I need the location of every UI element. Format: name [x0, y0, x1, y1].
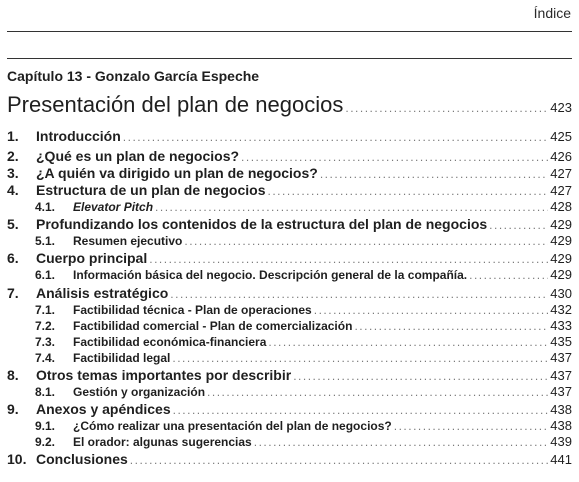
toc-entry-title: Gestión y organización [73, 385, 206, 399]
running-header: Índice [533, 5, 571, 21]
dot-leader [314, 303, 549, 317]
toc-entry-number: 4.1. [35, 200, 56, 214]
toc-entry-title: Factibilidad comercial - Plan de comercialización [73, 319, 353, 333]
dot-leader [172, 351, 548, 365]
toc-entry[interactable] [7, 334, 572, 349]
toc-entry-number: 6. [7, 250, 19, 266]
dot-leader [241, 150, 548, 164]
toc-entry-number: 7.2. [35, 319, 56, 333]
toc-entry-number: 9.1. [35, 419, 56, 433]
header-rule-bottom [7, 58, 572, 59]
header-rule-top [7, 31, 572, 32]
toc-entry[interactable] [7, 350, 572, 365]
toc-entry-title: ¿A quién va dirigido un plan de negocios? [36, 165, 318, 181]
toc-entry-page-number: 441 [550, 452, 572, 467]
toc-entry-title: Profundizando los contenidos de la estructura del plan de negocios [36, 216, 488, 232]
toc-entry-number: 7.4. [35, 351, 56, 365]
toc-entry-number: 9. [7, 401, 19, 417]
toc-entry-page-number: 426 [550, 149, 572, 164]
toc-entry-page-number: 438 [550, 418, 572, 433]
toc-entry-title: Elevator Pitch [73, 200, 154, 214]
toc-entry-page-number: 439 [550, 434, 572, 449]
toc-entry-number: 4. [7, 182, 19, 198]
toc-entry[interactable] [7, 285, 572, 301]
toc-entry[interactable] [7, 216, 572, 232]
toc-entry-title: Factibilidad legal [73, 351, 171, 365]
toc-entry[interactable] [7, 128, 572, 144]
dot-leader [123, 130, 549, 144]
toc-entry[interactable] [7, 384, 572, 399]
toc-entry-number: 9.2. [35, 435, 56, 449]
toc-entry-title: Información básica del negocio. Descripción general de la compañía. [73, 268, 468, 282]
toc-entry[interactable] [7, 367, 572, 383]
toc-entry-page-number: 430 [550, 286, 572, 301]
toc-entry-number: 5. [7, 216, 19, 232]
chapter-page-number: 423 [550, 100, 572, 115]
toc-entry[interactable] [7, 434, 572, 449]
toc-entry-page-number: 437 [550, 350, 572, 365]
toc-entry-page-number: 425 [550, 129, 572, 144]
toc-entry-title: Factibilidad económica-financiera [73, 335, 267, 349]
toc-entry-page-number: 437 [550, 384, 572, 399]
dot-leader [173, 403, 549, 417]
toc-entry-title: ¿Cómo realizar una presentación del plan de negocios? [73, 419, 392, 433]
toc-entry[interactable] [7, 418, 572, 433]
dot-leader [469, 268, 548, 282]
toc-entry[interactable] [7, 148, 572, 164]
toc-entry-title: Otros temas importantes por describir [36, 367, 292, 383]
toc-entry-number: 3. [7, 165, 19, 181]
toc-entry[interactable] [7, 451, 572, 467]
toc-entry[interactable] [7, 199, 572, 214]
toc-entry-page-number: 429 [550, 233, 572, 248]
toc-entry-number: 7.1. [35, 303, 56, 317]
toc-entry-title: Análisis estratégico [36, 285, 169, 301]
dot-leader [489, 218, 548, 232]
dot-leader [170, 287, 548, 301]
toc-entry-title: ¿Qué es un plan de negocios? [36, 148, 240, 164]
dot-leader [130, 453, 549, 467]
toc-entry-page-number: 437 [550, 368, 572, 383]
dot-leader [293, 369, 548, 383]
dot-leader [149, 252, 548, 266]
dot-leader [354, 319, 548, 333]
toc-entry-page-number: 429 [550, 251, 572, 266]
chapter-label: Capítulo 13 - Gonzalo García Espeche [7, 68, 260, 84]
toc-entry[interactable] [7, 267, 572, 282]
toc-entry-page-number: 429 [550, 217, 572, 232]
toc-entry-number: 8.1. [35, 385, 56, 399]
toc-entry-page-number: 427 [550, 166, 572, 181]
toc-entry-number: 10. [7, 451, 27, 467]
toc-entry[interactable] [7, 182, 572, 198]
toc-entry-page-number: 428 [550, 199, 572, 214]
toc-entry[interactable] [7, 165, 572, 181]
toc-entry-page-number: 435 [550, 334, 572, 349]
toc-entry[interactable] [7, 318, 572, 333]
dot-leader [345, 101, 548, 115]
toc-entry-number: 7.3. [35, 335, 56, 349]
dot-leader [320, 167, 548, 181]
toc-entry-page-number: 429 [550, 267, 572, 282]
toc-entry-title: El orador: algunas sugerencias [73, 435, 252, 449]
dot-leader [155, 200, 548, 214]
toc-entry[interactable] [7, 233, 572, 248]
toc-entry-number: 7. [7, 285, 19, 301]
toc-entry[interactable] [7, 302, 572, 317]
toc-entry-title: Cuerpo principal [36, 250, 148, 266]
toc-entry-page-number: 433 [550, 318, 572, 333]
dot-leader [394, 419, 549, 433]
dot-leader [268, 335, 548, 349]
toc-entry[interactable] [7, 401, 572, 417]
chapter-title-row[interactable] [7, 92, 572, 118]
dot-leader [254, 435, 549, 449]
toc-entry-number: 2. [7, 148, 19, 164]
chapter-title: Presentación del plan de negocios [7, 92, 344, 117]
toc-entry[interactable] [7, 250, 572, 266]
toc-entry-number: 1. [7, 128, 19, 144]
dot-leader [207, 385, 548, 399]
toc-entry-title: Resumen ejecutivo [73, 234, 183, 248]
dot-leader [267, 184, 548, 198]
toc-entry-title: Factibilidad técnica - Plan de operaciones [73, 303, 312, 317]
toc-entry-number: 6.1. [35, 268, 56, 282]
toc-entry-number: 8. [7, 367, 19, 383]
dot-leader [184, 234, 548, 248]
toc-entry-number: 5.1. [35, 234, 56, 248]
toc-entry-title: Introducción [36, 128, 121, 144]
toc-entry-title: Conclusiones [36, 451, 128, 467]
toc-entry-title: Anexos y apéndices [36, 401, 171, 417]
toc-entry-page-number: 438 [550, 402, 572, 417]
toc-entry-page-number: 427 [550, 183, 572, 198]
toc-entry-title: Estructura de un plan de negocios [36, 182, 266, 198]
toc-entry-page-number: 432 [550, 302, 572, 317]
